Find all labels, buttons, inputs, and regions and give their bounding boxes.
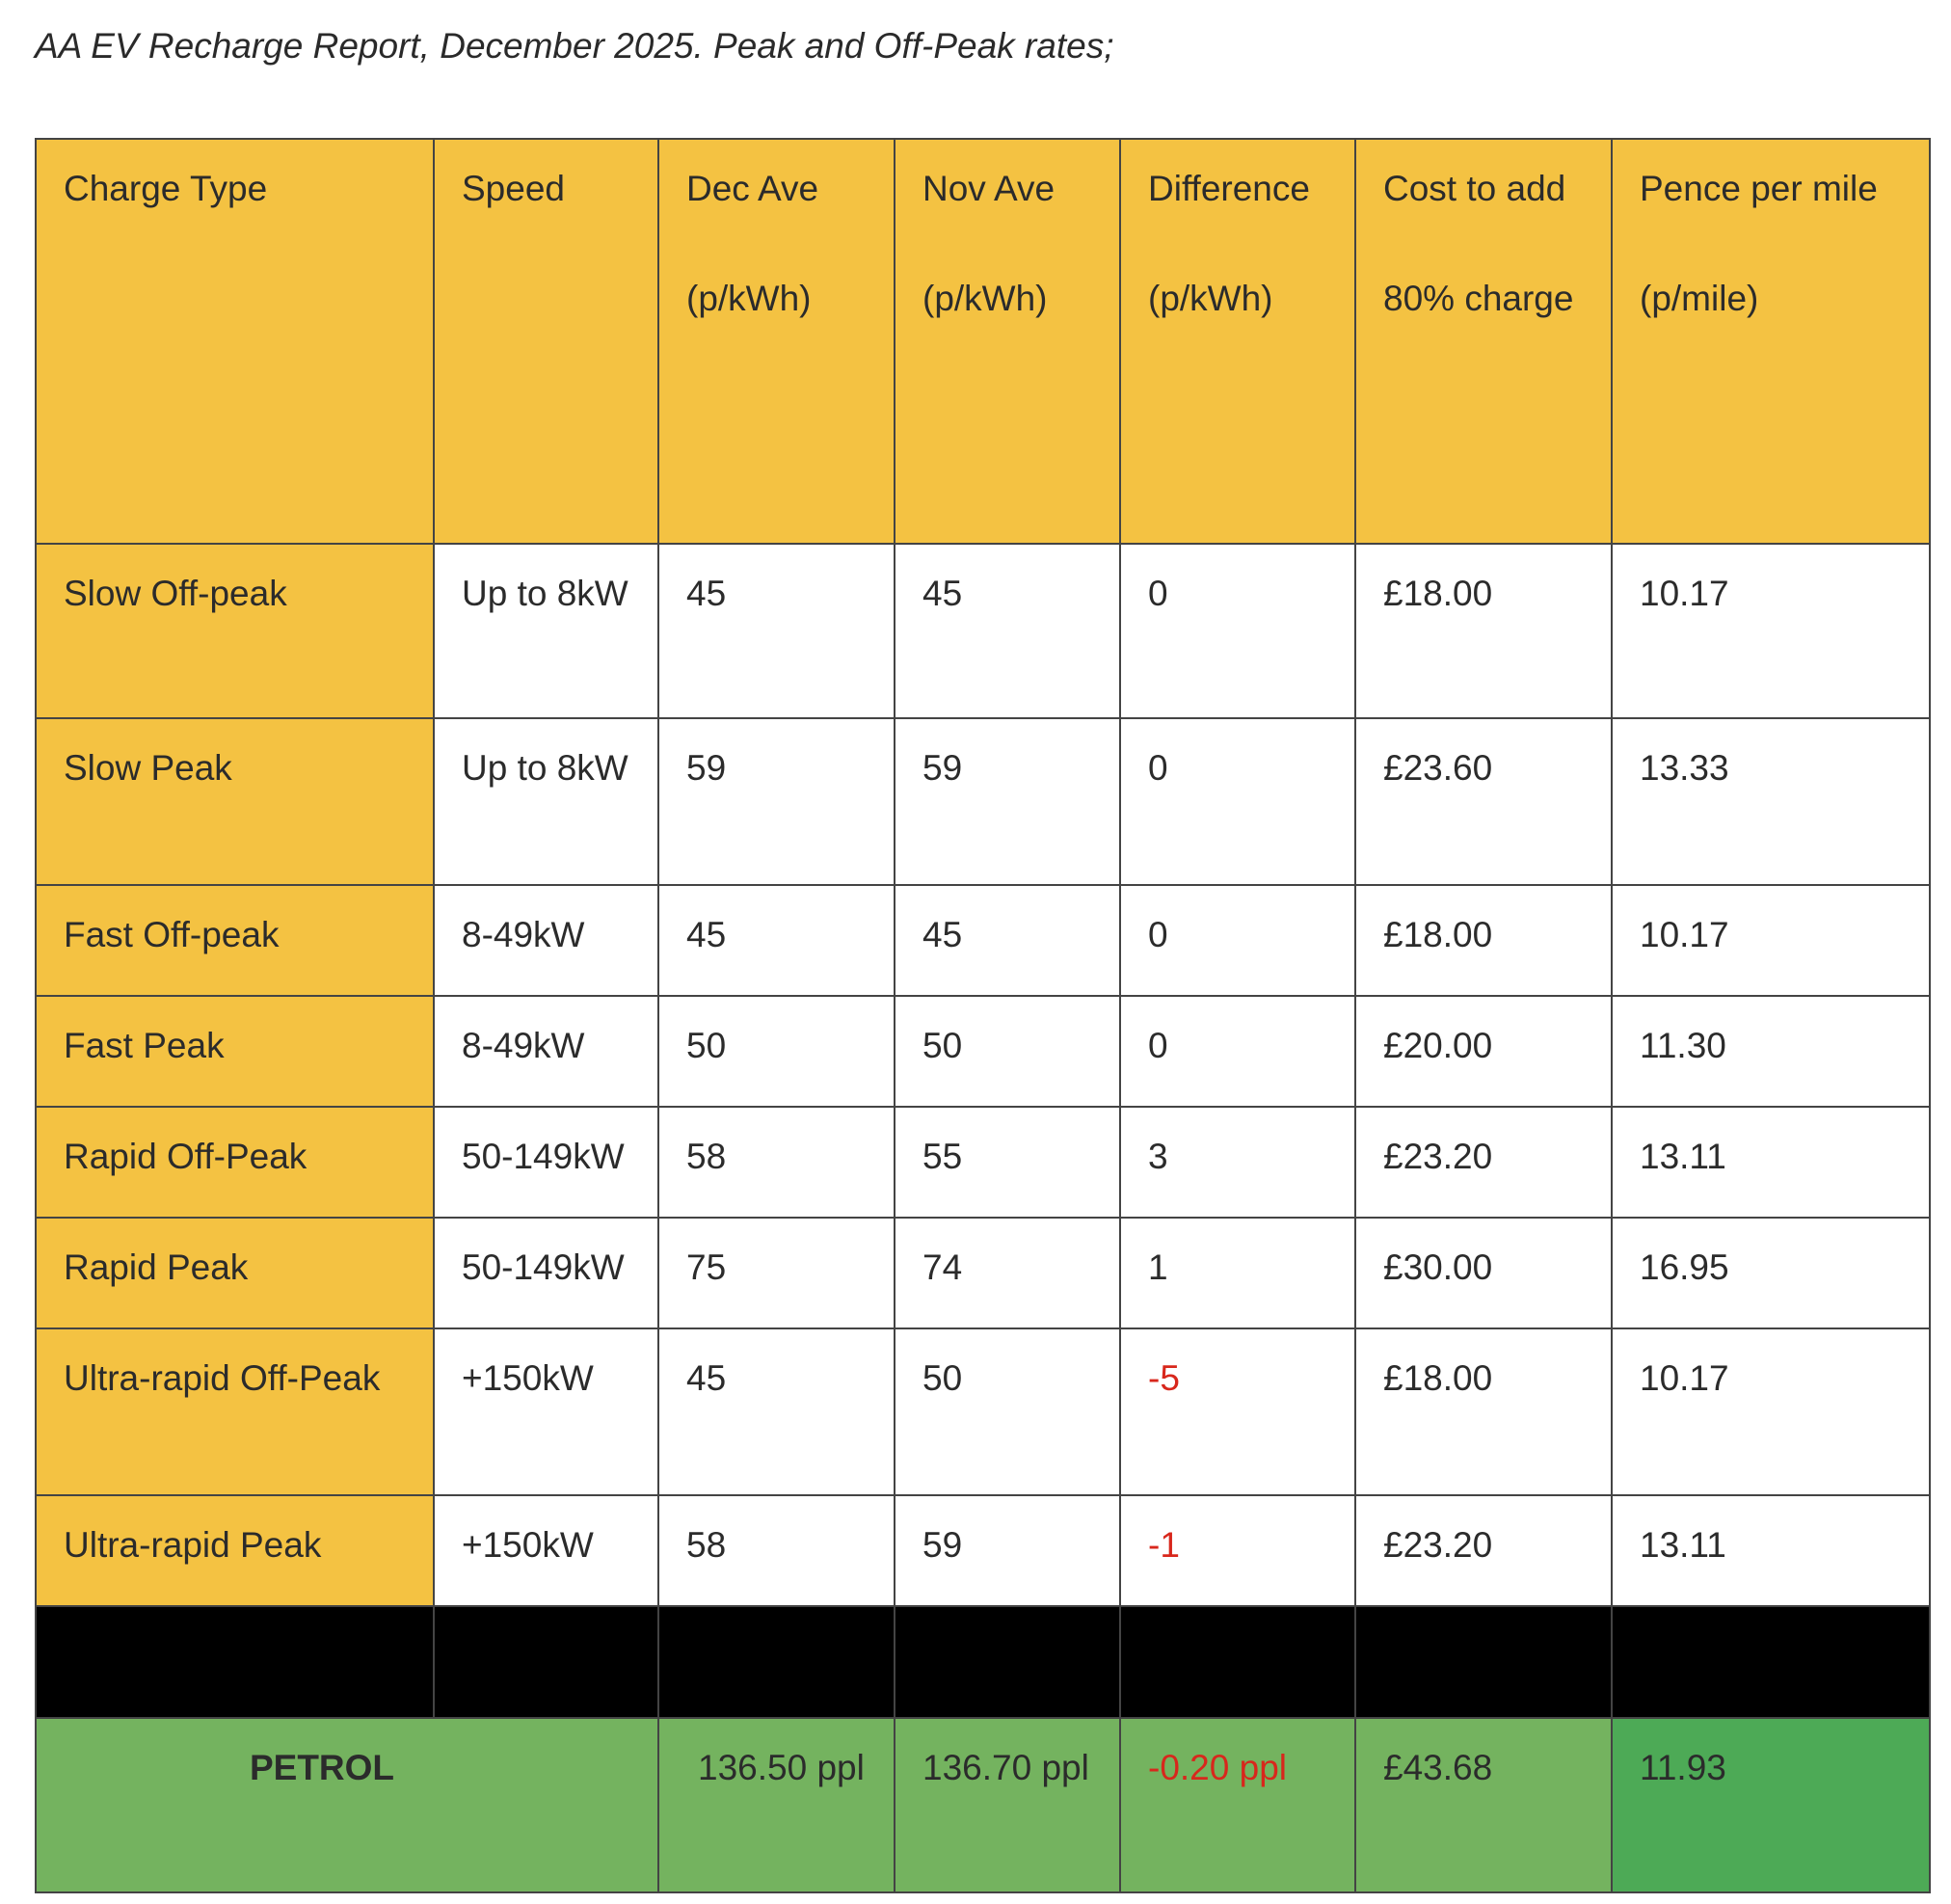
charge-type-cell: Rapid Off-Peak — [36, 1107, 434, 1218]
cost-cell: £18.00 — [1355, 885, 1612, 996]
separator-cell — [895, 1606, 1120, 1718]
table-row — [36, 885, 1930, 996]
header-nov-ave — [895, 139, 1120, 544]
cost-cell: £20.00 — [1355, 996, 1612, 1107]
charge-type-cell: Rapid Peak — [36, 1218, 434, 1328]
charge-type-cell: Ultra-rapid Peak — [36, 1495, 434, 1606]
separator-row — [36, 1606, 1930, 1718]
header-cost-sublabel: 80% charge — [1383, 279, 1574, 318]
speed-cell: +150kW — [434, 1328, 658, 1495]
nov-ave-cell: 45 — [895, 544, 1120, 718]
charge-type-cell: Fast Peak — [36, 996, 434, 1107]
difference-cell: 0 — [1120, 718, 1355, 885]
difference-cell: 3 — [1120, 1107, 1355, 1218]
pence-per-mile-cell: 13.11 — [1612, 1107, 1930, 1218]
nov-ave-cell: 50 — [895, 996, 1120, 1107]
cost-cell: £18.00 — [1355, 544, 1612, 718]
header-speed-label: Speed — [462, 169, 565, 208]
charge-type-cell: Slow Off-peak — [36, 544, 434, 718]
charge-type-cell: Slow Peak — [36, 718, 434, 885]
pence-per-mile-cell: 13.33 — [1612, 718, 1930, 885]
cost-cell: £23.60 — [1355, 718, 1612, 885]
table-row — [36, 1218, 1930, 1328]
nov-ave-cell: 59 — [895, 718, 1120, 885]
speed-cell: 8-49kW — [434, 996, 658, 1107]
pence-per-mile-cell: 10.17 — [1612, 1328, 1930, 1495]
separator-cell — [36, 1606, 434, 1718]
header-cost — [1355, 139, 1612, 544]
cost-cell: £18.00 — [1355, 1328, 1612, 1495]
header-cost-label: Cost to add — [1383, 169, 1566, 208]
header-speed — [434, 139, 658, 544]
dec-ave-cell: 59 — [658, 718, 895, 885]
speed-cell: Up to 8kW — [434, 544, 658, 718]
dec-ave-cell: 45 — [658, 885, 895, 996]
separator-cell — [1120, 1606, 1355, 1718]
dec-ave-cell: 75 — [658, 1218, 895, 1328]
nov-ave-cell: 59 — [895, 1495, 1120, 1606]
separator-cell — [434, 1606, 658, 1718]
header-nov-ave-unit: (p/kWh) — [922, 279, 1048, 318]
separator-cell — [1355, 1606, 1612, 1718]
petrol-dec-ave-cell: 136.50 ppl — [658, 1718, 895, 1892]
dec-ave-cell: 45 — [658, 1328, 895, 1495]
petrol-difference-cell: -0.20 ppl — [1120, 1718, 1355, 1892]
header-pence-per-mile-unit: (p/mile) — [1640, 279, 1759, 318]
nov-ave-cell: 74 — [895, 1218, 1120, 1328]
header-pence-per-mile-label: Pence per mile — [1640, 169, 1878, 208]
speed-cell: 50-149kW — [434, 1107, 658, 1218]
petrol-nov-ave-cell: 136.70 ppl — [895, 1718, 1120, 1892]
difference-cell: 0 — [1120, 885, 1355, 996]
header-difference-unit: (p/kWh) — [1148, 279, 1273, 318]
difference-cell: 0 — [1120, 996, 1355, 1107]
header-dec-ave — [658, 139, 895, 544]
header-nov-ave-label: Nov Ave — [922, 169, 1056, 208]
speed-cell: 50-149kW — [434, 1218, 658, 1328]
nov-ave-cell: 45 — [895, 885, 1120, 996]
speed-cell: +150kW — [434, 1495, 658, 1606]
header-dec-ave-label: Dec Ave — [686, 169, 819, 208]
header-pence-per-mile — [1612, 139, 1930, 544]
petrol-row — [36, 1718, 1930, 1892]
nov-ave-cell: 55 — [895, 1107, 1120, 1218]
header-charge-type — [36, 139, 434, 544]
pence-per-mile-cell: 13.11 — [1612, 1495, 1930, 1606]
charge-type-cell: Fast Off-peak — [36, 885, 434, 996]
dec-ave-cell: 58 — [658, 1495, 895, 1606]
difference-cell: -5 — [1120, 1328, 1355, 1495]
table-row — [36, 1328, 1930, 1495]
header-difference — [1120, 139, 1355, 544]
cost-cell: £23.20 — [1355, 1495, 1612, 1606]
header-difference-label: Difference — [1148, 169, 1310, 208]
separator-cell — [1612, 1606, 1930, 1718]
report-caption: AA EV Recharge Report, December 2025. Peak and Off-Peak rates; — [35, 26, 1114, 66]
dec-ave-cell: 45 — [658, 544, 895, 718]
table-row — [36, 1107, 1930, 1218]
difference-cell: 1 — [1120, 1218, 1355, 1328]
pence-per-mile-cell: 11.30 — [1612, 996, 1930, 1107]
pence-per-mile-cell: 10.17 — [1612, 544, 1930, 718]
table-row — [36, 544, 1930, 718]
petrol-pence-per-mile-cell: 11.93 — [1612, 1718, 1930, 1892]
difference-cell: 0 — [1120, 544, 1355, 718]
header-charge-type-label: Charge Type — [64, 169, 268, 208]
nov-ave-cell: 50 — [895, 1328, 1120, 1495]
cost-cell: £23.20 — [1355, 1107, 1612, 1218]
difference-cell: -1 — [1120, 1495, 1355, 1606]
pence-per-mile-cell: 10.17 — [1612, 885, 1930, 996]
dec-ave-cell: 58 — [658, 1107, 895, 1218]
pence-per-mile-cell: 16.95 — [1612, 1218, 1930, 1328]
ev-recharge-rates-table — [35, 138, 1931, 1893]
table-row — [36, 996, 1930, 1107]
dec-ave-cell: 50 — [658, 996, 895, 1107]
header-dec-ave-unit: (p/kWh) — [686, 279, 812, 318]
separator-cell — [658, 1606, 895, 1718]
charge-type-cell: Ultra-rapid Off-Peak — [36, 1328, 434, 1495]
table-row — [36, 718, 1930, 885]
petrol-cost-cell: £43.68 — [1355, 1718, 1612, 1892]
speed-cell: 8-49kW — [434, 885, 658, 996]
table-header-row — [36, 139, 1930, 544]
speed-cell: Up to 8kW — [434, 718, 658, 885]
petrol-label: PETROL — [36, 1718, 658, 1892]
cost-cell: £30.00 — [1355, 1218, 1612, 1328]
table-row — [36, 1495, 1930, 1606]
